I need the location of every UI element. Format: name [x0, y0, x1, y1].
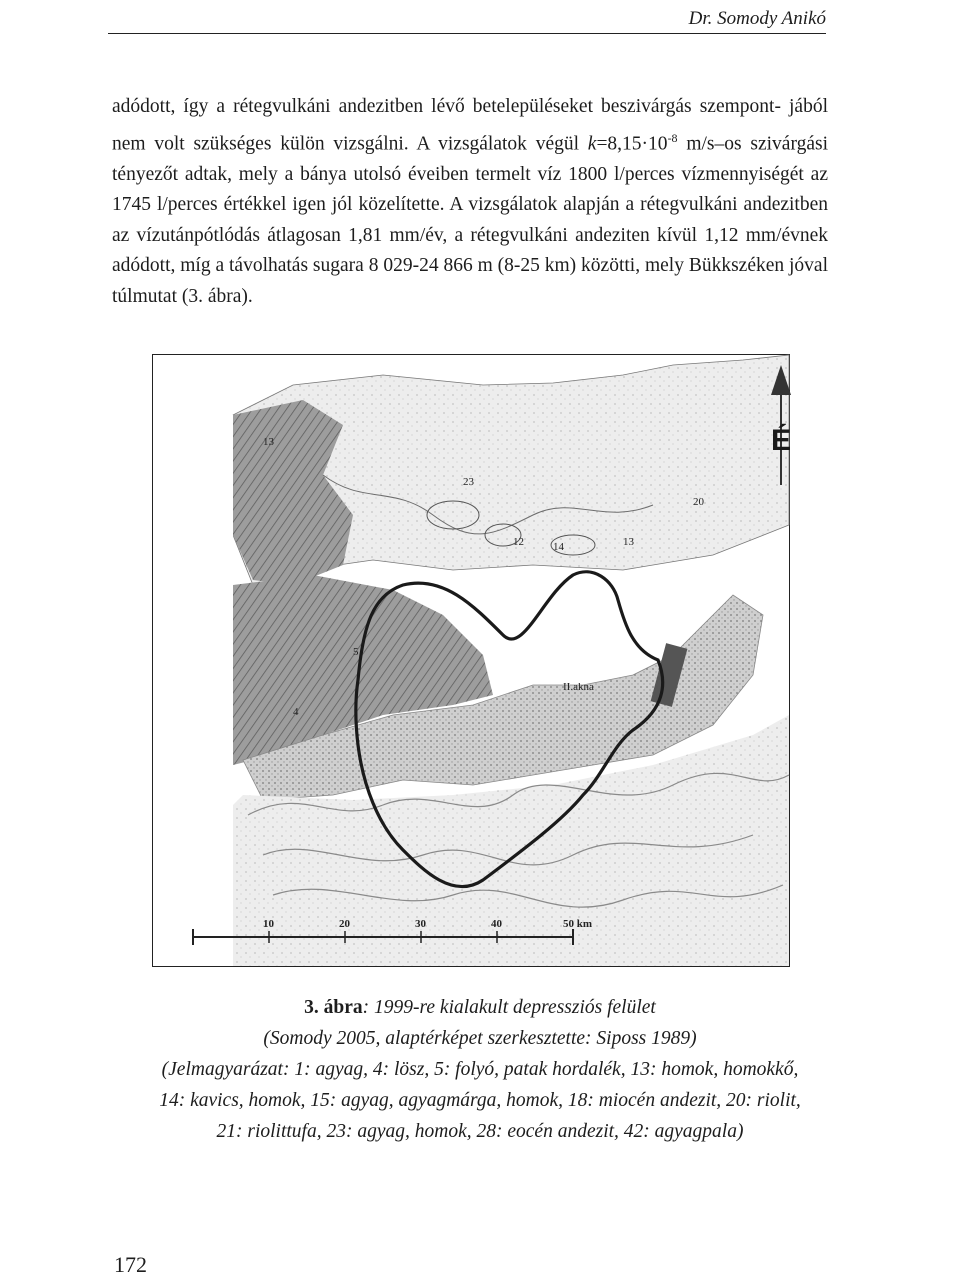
body-paragraph	[112, 92, 828, 312]
body-line-2b: =8,15·10	[596, 133, 668, 154]
unit-label-4: 23	[463, 476, 474, 488]
body-line-4: vízmennyiségét az 1745 l/perces értékkel igen jól közelítette. A vizsgálatok alapján	[112, 163, 828, 215]
header-rule	[108, 33, 826, 34]
unit-label-3: 14	[553, 541, 564, 553]
body-line-5: a rétegvulkáni andezitben az vízutánpótlódás átlagosan 1,81 mm/év, a rétegvulkáni	[112, 194, 829, 246]
body-line-2a: jából nem volt szükséges külön vizsgálni. A vizsgálatok végül	[112, 96, 829, 154]
north-label: É	[770, 424, 792, 457]
map-blank-west	[153, 355, 233, 966]
scale-label-40: 40	[491, 918, 502, 930]
caption-line-4: 14: kavics, homok, 15: agyag, agyagmárga, homok, 18: miocén andezit, 20: riolit,	[159, 1090, 801, 1111]
place-label: II.akna	[563, 681, 594, 693]
figure-caption	[100, 992, 860, 1147]
caption-line-5: 21: riolittufa, 23: agyag, homok, 28: eocén andezit, 42: agyagpala)	[216, 1121, 744, 1142]
map-svg	[153, 355, 792, 966]
body-line-6: andeziten kívül 1,12 mm/évnek adódott, míg a távolhatás sugara 8 029-24 866 m	[112, 224, 829, 276]
geological-map-figure	[152, 354, 790, 967]
k-symbol: k	[587, 133, 597, 154]
body-line-1: adódott, így a rétegvulkáni andezitben lévő betelepüléseket beszivárgás szempont-	[112, 96, 781, 117]
caption-title-line	[100, 992, 860, 1023]
running-header: Dr. Somody Anikó	[688, 8, 826, 29]
caption-line-2: (Somody 2005, alaptérképet szerkesztette: Siposs 1989)	[263, 1028, 697, 1049]
caption-line-3: (Jelmagyarázat: 1: agyag, 4: lösz, 5: folyó, patak hordalék, 13: homok, homokkő,	[161, 1059, 799, 1080]
body-line-7: (8-25 km) közötti, mely Bükkszéken jóval túlmutat (3. ábra).	[112, 255, 829, 307]
unit-label-2: 12	[513, 536, 524, 548]
unit-label-6: 20	[693, 496, 704, 508]
scale-label-30: 30	[415, 918, 426, 930]
scale-label-20: 20	[339, 918, 350, 930]
page-number: 172	[114, 1252, 147, 1277]
figure-label: 3. ábra	[304, 997, 363, 1018]
unit-label-5: 13	[623, 536, 634, 548]
body-line-2c: m/s–os	[677, 133, 742, 154]
unit-label-1: 13	[263, 436, 274, 448]
exponent: -8	[667, 130, 678, 145]
figure-title: : 1999-re kialakult depressziós felület	[362, 997, 656, 1018]
unit-label-8: 4	[293, 706, 299, 718]
body-line-3: szivárgási tényezőt adtak, mely a bánya utolsó éveiben termelt víz 1800 l/perces	[112, 133, 828, 185]
scale-label-10: 10	[263, 918, 274, 930]
andesite-zone-northwest	[233, 400, 353, 585]
scale-label-50: 50 km	[563, 918, 593, 930]
unit-label-7: 5	[353, 646, 359, 658]
